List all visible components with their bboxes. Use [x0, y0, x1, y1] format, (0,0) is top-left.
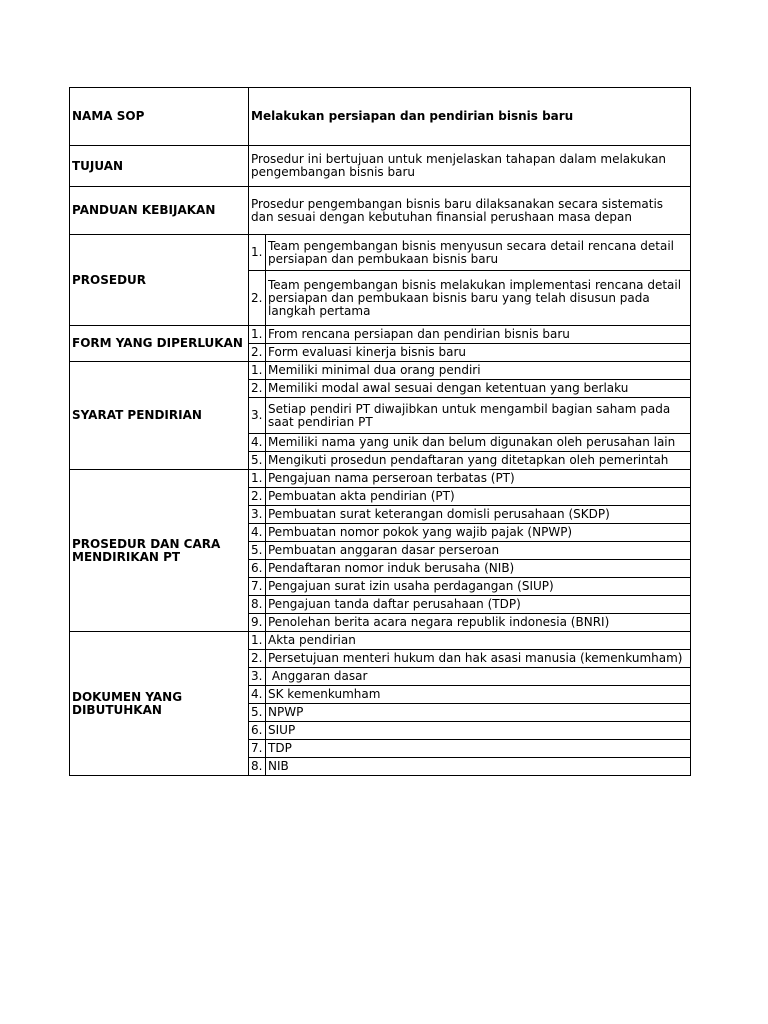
item-text: TDP — [266, 740, 691, 758]
item-text: Memiliki nama yang unik dan belum digunakan oleh perusahan lain — [266, 434, 691, 452]
item-text: Pengajuan tanda daftar perusahaan (TDP) — [266, 596, 691, 614]
item-number: 4. — [249, 434, 266, 452]
item-text: Team pengembangan bisnis menyusun secara detail rencana detail persiapan dan pembukaan bisnis baru — [266, 235, 691, 271]
item-number: 8. — [249, 596, 266, 614]
item-number: 1. — [249, 326, 266, 344]
item-number: 2. — [249, 488, 266, 506]
item-text: Pembuatan akta pendirian (PT) — [266, 488, 691, 506]
item-number: 5. — [249, 452, 266, 470]
syarat-label: SYARAT PENDIRIAN — [70, 362, 249, 470]
nama-sop-value: Melakukan persiapan dan pendirian bisnis baru — [249, 88, 691, 146]
item-text: Penolehan berita acara negara republik indonesia (BNRI) — [266, 614, 691, 632]
item-number: 9. — [249, 614, 266, 632]
item-number: 1. — [249, 632, 266, 650]
item-number: 1. — [249, 235, 266, 271]
item-text: Form evaluasi kinerja bisnis baru — [266, 344, 691, 362]
form-label: FORM YANG DIPERLUKAN — [70, 326, 249, 362]
item-text: NIB — [266, 758, 691, 776]
row-nama-sop — [70, 88, 691, 146]
item-text: Pengajuan surat izin usaha perdagangan (SIUP) — [266, 578, 691, 596]
item-number: 6. — [249, 560, 266, 578]
item-number: 6. — [249, 722, 266, 740]
item-text: Setiap pendiri PT diwajibkan untuk mengambil bagian saham pada saat pendirian PT — [266, 398, 691, 434]
item-number: 7. — [249, 740, 266, 758]
item-text: Pengajuan nama perseroan terbatas (PT) — [266, 470, 691, 488]
item-number: 4. — [249, 524, 266, 542]
table-row — [70, 362, 691, 380]
item-text: Memiliki modal awal sesuai dengan ketentuan yang berlaku — [266, 380, 691, 398]
item-number: 5. — [249, 542, 266, 560]
row-panduan — [70, 187, 691, 235]
item-number: 5. — [249, 704, 266, 722]
item-text: Anggaran dasar — [266, 668, 691, 686]
item-number: 2. — [249, 344, 266, 362]
table-row — [70, 326, 691, 344]
item-text: SK kemenkumham — [266, 686, 691, 704]
prosedur-label: PROSEDUR — [70, 235, 249, 326]
item-text: NPWP — [266, 704, 691, 722]
row-tujuan — [70, 146, 691, 187]
item-text: Pembuatan surat keterangan domisli perusahaan (SKDP) — [266, 506, 691, 524]
item-text: Pendaftaran nomor induk berusaha (NIB) — [266, 560, 691, 578]
item-text: Persetujuan menteri hukum dan hak asasi manusia (kemenkumham) — [266, 650, 691, 668]
item-text: From rencana persiapan dan pendirian bisnis baru — [266, 326, 691, 344]
nama-sop-label: NAMA SOP — [70, 88, 249, 146]
item-text: Pembuatan nomor pokok yang wajib pajak (NPWP) — [266, 524, 691, 542]
tujuan-value: Prosedur ini bertujuan untuk menjelaskan tahapan dalam melakukan pengembangan bisnis baru — [249, 146, 691, 187]
item-text: SIUP — [266, 722, 691, 740]
item-text: Pembuatan anggaran dasar perseroan — [266, 542, 691, 560]
panduan-value: Prosedur pengembangan bisnis baru dilaksanakan secara sistematis dan sesuai dengan kebutuhan finansial perushaan masa depan — [249, 187, 691, 235]
table-row — [70, 632, 691, 650]
panduan-label: PANDUAN KEBIJAKAN — [70, 187, 249, 235]
dokumen-label: DOKUMEN YANG DIBUTUHKAN — [70, 632, 249, 776]
item-number: 7. — [249, 578, 266, 596]
item-text: Memiliki minimal dua orang pendiri — [266, 362, 691, 380]
item-number: 8. — [249, 758, 266, 776]
sop-table — [69, 87, 691, 776]
item-number: 1. — [249, 362, 266, 380]
item-text: Mengikuti prosedun pendaftaran yang ditetapkan oleh pemerintah — [266, 452, 691, 470]
cara-label: PROSEDUR DAN CARA MENDIRIKAN PT — [70, 470, 249, 632]
item-number: 4. — [249, 686, 266, 704]
item-number: 2. — [249, 380, 266, 398]
table-row — [70, 235, 691, 271]
item-number: 2. — [249, 650, 266, 668]
item-number: 2. — [249, 271, 266, 326]
item-text: Team pengembangan bisnis melakukan implementasi rencana detail persiapan dan pembukaan bisnis baru yang telah disusun pada langkah pertama — [266, 271, 691, 326]
tujuan-label: TUJUAN — [70, 146, 249, 187]
item-number: 1. — [249, 470, 266, 488]
item-number: 3. — [249, 398, 266, 434]
table-row — [70, 470, 691, 488]
item-number: 3. — [249, 506, 266, 524]
item-number: 3. — [249, 668, 266, 686]
item-text: Akta pendirian — [266, 632, 691, 650]
